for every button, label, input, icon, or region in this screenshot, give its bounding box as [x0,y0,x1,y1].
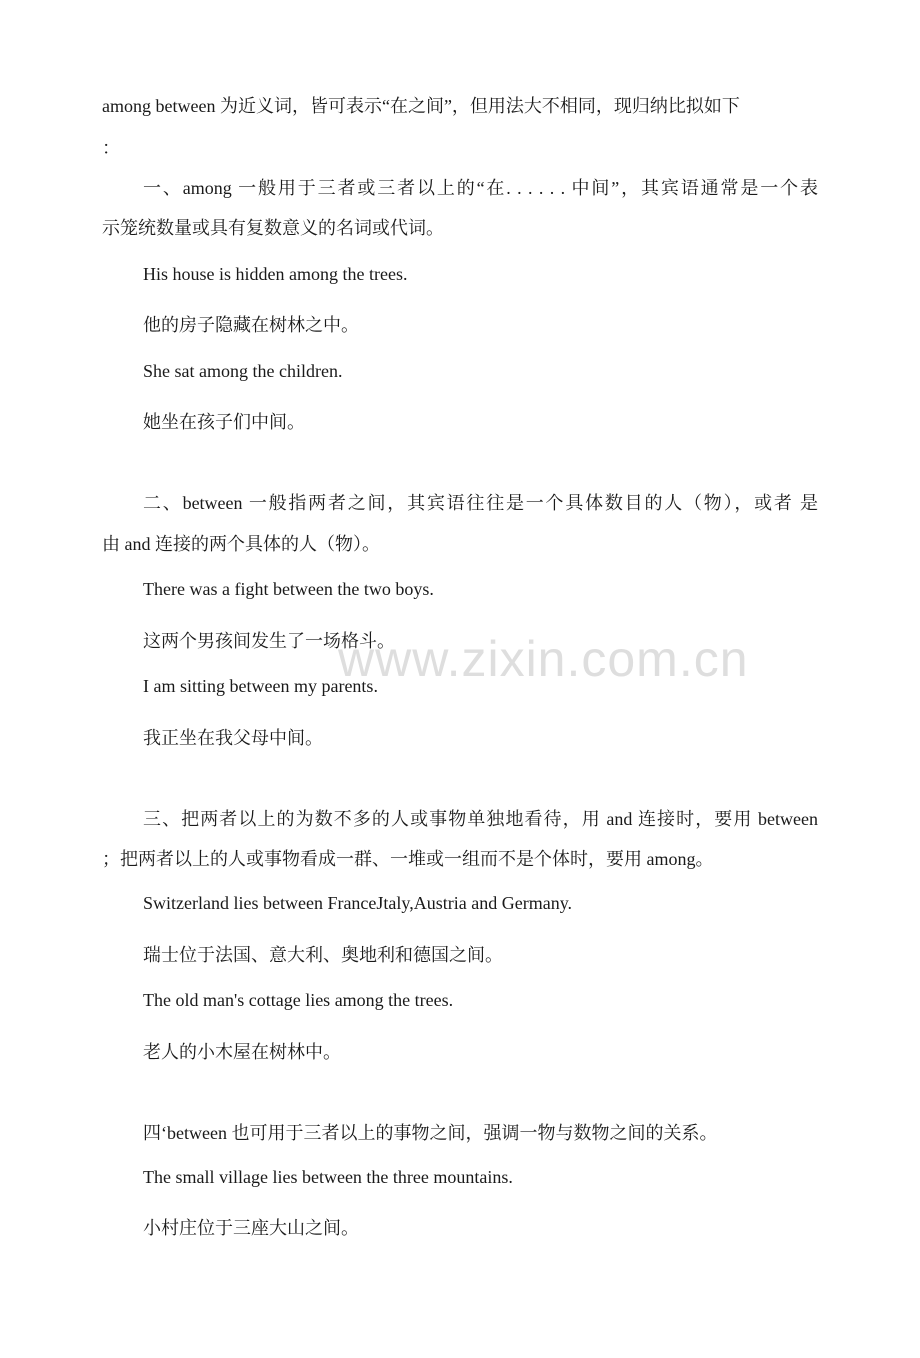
section4-heading-line-1: 四‘between 也可用于三者以上的事物之间，强调一物与数物之间的关系。 [143,1123,718,1143]
section4-translation-1: 小村庄位于三座大山之间。 [143,1218,359,1238]
section2-heading-line-1: 二、between 一般指两者之间，其宾语往往是一个具体数目的人（物），或者 是 [143,493,818,513]
section3-example-2: The old man's cottage lies among the trees. [143,990,454,1010]
section2-example-1: There was a fight between the two boys. [143,579,434,599]
section1-heading-line-2: 示笼统数量或具有复数意义的名词或代词。 [102,218,444,238]
intro-line-2: ： [102,138,120,158]
section1-example-2: She sat among the children. [143,361,343,381]
section3-translation-2: 老人的小木屋在树林中。 [143,1042,341,1062]
section3-heading-line-1: 三、把两者以上的为数不多的人或事物单独地看待，用 and 连接时，要用 between [143,809,818,829]
section1-translation-2: 她坐在孩子们中间。 [143,412,305,432]
section3-translation-1: 瑞士位于法国、意大利、奥地利和德国之间。 [143,945,503,965]
section1-translation-1: 他的房子隐藏在树林之中。 [143,315,359,335]
section2-heading-line-2: 由 and 连接的两个具体的人（物）。 [102,534,380,554]
section2-translation-1: 这两个男孩间发生了一场格斗。 [143,631,395,651]
section4-example-1: The small village lies between the three mountains. [143,1167,513,1187]
section1-example-1: His house is hidden among the trees. [143,264,408,284]
section3-heading-line-2: ；把两者以上的人或事物看成一群、一堆或一组而不是个体时，要用 among。 [102,849,714,869]
section2-example-2: I am sitting between my parents. [143,676,378,696]
intro-line-1: among between 为近义词，皆可表示“在之间”，但用法大不相同，现归纳比拟如下 [102,96,740,116]
watermark: www.zixin.com.cn [338,631,749,687]
section2-translation-2: 我正坐在我父母中间。 [143,728,323,748]
section1-heading-line-1: 一、among 一般用于三者或三者以上的“在. . . . . . 中间”，其宾语通常是一个表 [143,178,818,198]
section3-example-1: Switzerland lies between FranceJtaly,Austria and Germany. [143,893,573,913]
